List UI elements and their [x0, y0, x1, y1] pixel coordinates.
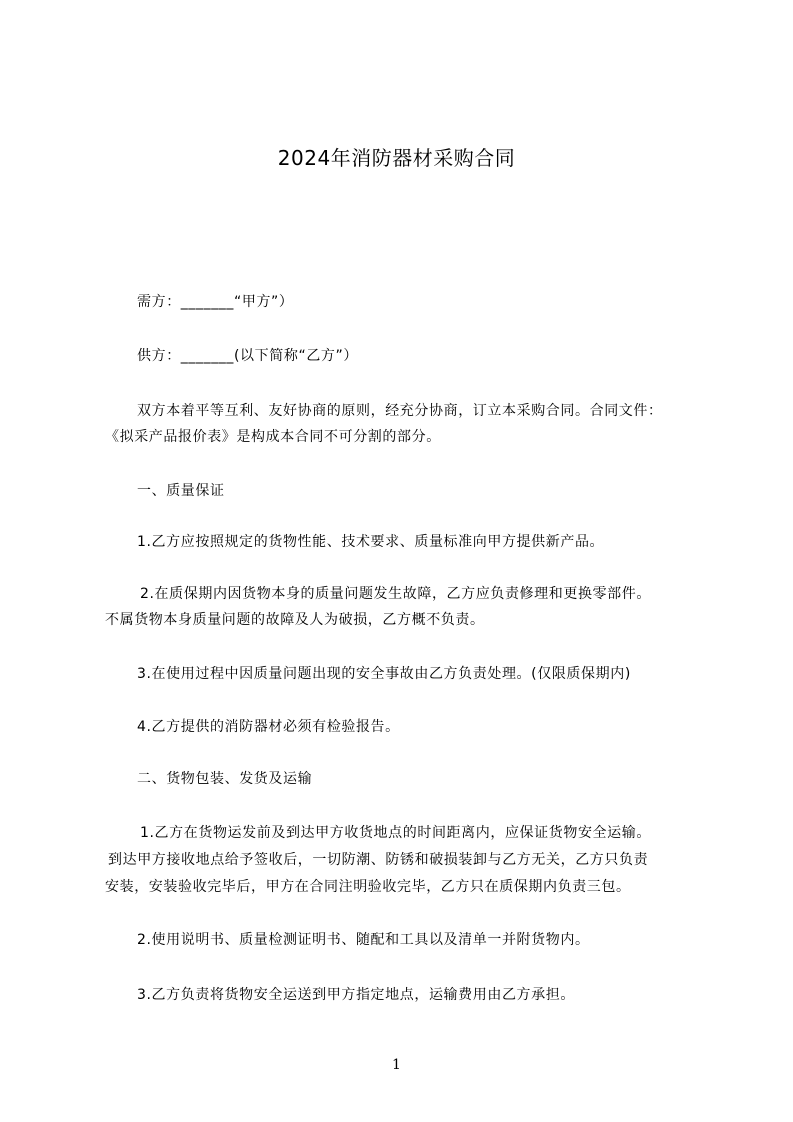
section-2-item-3: 3.乙方负责将货物安全运送到甲方指定地点，运输费用由乙方承担。 [137, 987, 575, 1003]
section-1-heading: 一、质量保证 [137, 483, 225, 499]
section-2-heading: 二、货物包装、发货及运输 [137, 771, 313, 787]
preamble-line-1: 双方本着平等互利、友好协商的原则，经充分协商，订立本采购合同。合同文件： [137, 403, 663, 419]
party-b-line: 供方：_______(以下简称“乙方”） [137, 348, 358, 364]
section-1-item-3: 3.在使用过程中因质量问题出现的安全事故由乙方负责处理。(仅限质保期内) [137, 666, 631, 682]
section-2-item-2: 2.使用说明书、质量检测证明书、随配和工具以及清单一并附货物内。 [137, 932, 590, 948]
document-title: 2024年消防器材采购合同 [277, 146, 516, 170]
section-1-item-2-line-1: 2.在质保期内因货物本身的质量问题发生故障，乙方应负责修理和更换零部件。 [140, 586, 651, 602]
section-2-item-1-line-3: 安装，安装验收完毕后，甲方在合同注明验收完毕，乙方只在质保期内负责三包。 [105, 879, 631, 895]
section-1-item-4: 4.乙方提供的消防器材必须有检验报告。 [137, 719, 400, 735]
section-2-item-1-line-2: 到达甲方接收地点给予签收后，一切防潮、防锈和破损装卸与乙方无关，乙方只负责 [108, 852, 649, 868]
section-1-item-2-line-2: 不属货物本身质量问题的故障及人为破损，乙方概不负责。 [105, 612, 485, 628]
section-1-item-1: 1.乙方应按照规定的货物性能、技术要求、质量标准向甲方提供新产品。 [137, 534, 605, 550]
page-number: 1 [392, 1057, 401, 1073]
section-2-item-1-line-1: 1.乙方在货物运发前及到达甲方收货地点的时间距离内，应保证货物安全运输。 [140, 825, 651, 841]
preamble-line-2: 《拟采产品报价表》是构成本合同不可分割的部分。 [105, 429, 441, 445]
party-a-line: 需方：_______“甲方”） [137, 294, 294, 310]
